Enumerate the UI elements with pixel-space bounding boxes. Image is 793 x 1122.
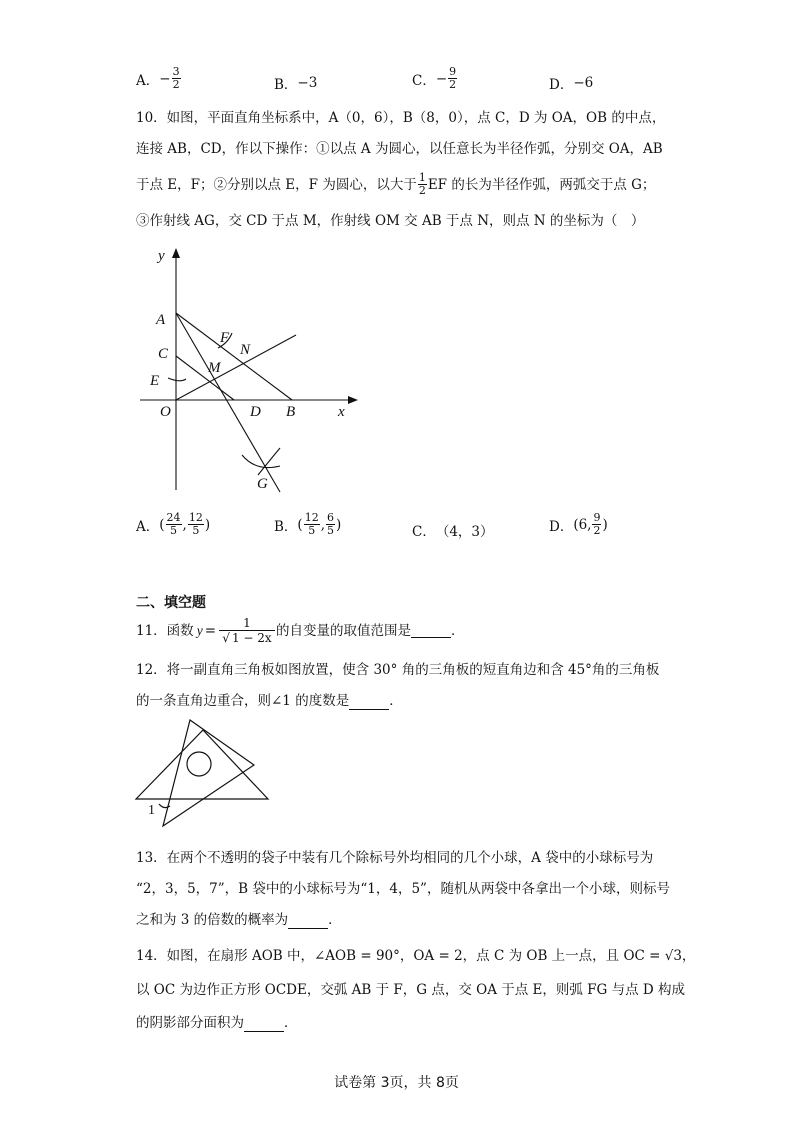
q10-option-a (136, 512, 210, 537)
q9-option-c-num: 9 (449, 65, 457, 78)
label-m: M (208, 360, 221, 376)
q12-answer-blank[interactable] (349, 695, 389, 710)
q10-option-d-open: (6, (573, 516, 592, 533)
section-heading-fill-in: 二、填空题 (136, 595, 206, 611)
q14-line1: 14．如图，在扇形 AOB 中，∠AOB = 90°，OA = 2，点 C 为 OB 上一点，且 OC = √3， (136, 948, 696, 964)
q9-option-c-sign: − (435, 70, 448, 87)
q9-option-c-fraction (448, 66, 457, 91)
q10-option-a-frac1 (166, 512, 182, 537)
q10-option-d-den: 2 (593, 524, 601, 537)
q10-coordinate-figure (130, 240, 370, 500)
q10-line3-b: EF 的长为半径作弧，两弧交于点 G； (427, 176, 656, 193)
q10-option-d (549, 512, 608, 537)
q9-option-a-den: 2 (172, 78, 180, 91)
label-d: D (250, 404, 261, 420)
q10-option-d-label: D． (549, 518, 574, 535)
q14-end: ． (284, 1015, 298, 1031)
q10-line3 (136, 172, 655, 197)
q10-option-a-close: ) (204, 516, 211, 533)
label-f: F (220, 330, 230, 346)
q10-option-a-open: ( (159, 516, 165, 533)
q10-option-d-frac (592, 512, 601, 537)
q9-option-b-label: B． (274, 77, 298, 93)
q11-var-y: y (196, 622, 203, 638)
q12-line2-text: 的一条直角边重合，则∠1 的度数是 (136, 693, 350, 709)
q10-option-a-sep: , (182, 516, 187, 533)
label-g: G (257, 476, 268, 492)
arc-e (168, 378, 186, 381)
q9-option-d-label: D． (549, 77, 574, 93)
q10-option-d-close: ) (602, 516, 608, 533)
label-a: A (156, 312, 166, 328)
q11-equals: = (204, 622, 216, 639)
q9-option-a (136, 66, 182, 91)
q12-line2 (136, 692, 403, 710)
page-footer: 试卷第 3页，共 8页 (334, 1075, 459, 1091)
q10-line4: ③作射线 AG，交 CD 于点 M，作射线 OM 交 AB 于点 N，则点 N 的坐标为（ ） (136, 213, 645, 229)
triangle-hole (187, 752, 211, 776)
q9-option-a-num: 3 (172, 65, 180, 78)
q13-line3-text: 之和为 3 的倍数的概率为 (136, 912, 289, 928)
q9-option-c-label: C． (412, 72, 436, 89)
q9-option-b-text: −3 (297, 75, 318, 91)
q10-half-fraction (418, 172, 427, 197)
q10-option-a-n1: 24 (166, 511, 181, 524)
q10-line3-a: 于点 E，F；②分别以点 E，F 为圆心，以大于 (136, 176, 417, 193)
q10-option-d-num: 9 (593, 511, 601, 524)
q10-option-b-label: B． (274, 518, 298, 535)
q10-half-den: 2 (418, 184, 426, 197)
q11-num: 1 (219, 616, 275, 631)
q10-option-c-label: C． (412, 524, 436, 540)
q10-half-num: 1 (418, 171, 426, 184)
q10-option-a-label: A． (136, 518, 160, 535)
q9-option-a-sign: − (159, 70, 171, 87)
q14-line3 (136, 1014, 298, 1032)
angle-1-label: 1 (148, 803, 155, 818)
q10-option-b-close: ) (336, 516, 342, 533)
q14-answer-blank[interactable] (244, 1017, 284, 1032)
q11-den: √ 1 − 2x (222, 631, 272, 645)
y-axis-arrow (172, 248, 180, 258)
q9-option-c-den: 2 (449, 78, 457, 91)
q10-option-b-sep: , (320, 516, 325, 533)
q11-end: ． (451, 622, 465, 639)
q9-option-c (412, 66, 458, 91)
q11-suffix: 的自变量的取值范围是 (276, 622, 411, 639)
q12-triangle-figure (130, 718, 275, 828)
label-n: N (240, 342, 251, 358)
q9-option-a-fraction (172, 66, 181, 91)
x-axis-arrow (348, 396, 358, 404)
q10-option-b-n2: 6 (327, 511, 334, 524)
q10-line2: 连接 AB，CD，作以下操作：①以点 A 为圆心，以任意长为半径作弧，分别交 OA，AB (136, 141, 663, 157)
q10-option-b-d1: 5 (308, 524, 316, 537)
q12-end: ． (389, 693, 403, 709)
label-y: y (158, 248, 165, 264)
label-c: C (158, 346, 169, 362)
q11-fraction (219, 616, 275, 645)
q14-line2: 以 OC 为边作正方形 OCDE，交弧 AB 于 F，G 点，交 OA 于点 E，则弧 FG 与点 D 构成 (136, 982, 686, 998)
q12-line1: 12．将一副直角三角板如图放置，使含 30° 角的三角板的短直角边和含 45°角的三角板 (136, 662, 660, 678)
arc-g-2 (258, 448, 280, 475)
q10-option-b-frac2 (326, 512, 335, 537)
q10-option-a-d1: 5 (170, 524, 178, 537)
q10-option-a-n2: 12 (188, 511, 203, 524)
q11-radicand: 1 − 2x (231, 631, 272, 645)
q14-line3-text: 的阴影部分面积为 (136, 1015, 244, 1031)
q10-option-b-open: ( (297, 516, 303, 533)
label-e: E (150, 373, 160, 389)
label-x: x (338, 404, 345, 420)
q10-option-b-d2: 5 (327, 524, 334, 537)
q13-answer-blank[interactable] (288, 914, 328, 929)
q13-line3 (136, 911, 342, 929)
q10-option-a-frac2 (188, 512, 204, 537)
q9-option-a-label: A． (136, 72, 160, 89)
q9-option-b (274, 73, 317, 93)
q13-line1: 13．在两个不透明的袋子中装有几个除标号外均相同的几个小球，A 袋中的小球标号为 (136, 850, 654, 866)
triangle-45 (136, 730, 268, 799)
q13-end: ． (328, 912, 342, 928)
label-b: B (286, 404, 296, 420)
q10-option-b-n1: 12 (304, 511, 319, 524)
arc-g-1 (242, 455, 280, 468)
q10-option-b (274, 512, 341, 537)
q9-option-d (549, 73, 593, 93)
segment-ab (176, 313, 292, 400)
q13-line2: “2，3，5，7”，B 袋中的小球标号为“1，4，5”，随机从两袋中各拿出一个小球，则标号 (136, 881, 670, 897)
q10-option-c-text: （4，3） (435, 524, 494, 540)
q10-option-c (412, 520, 494, 540)
label-o: O (160, 404, 171, 420)
q11-line (136, 616, 465, 645)
q9-option-d-text: −6 (573, 75, 594, 91)
q11-answer-blank[interactable] (411, 623, 451, 638)
q10-line1: 10．如图，平面直角坐标系中，A（0，6），B（8，0），点 C，D 为 OA，OB 的中点， (136, 110, 666, 126)
q10-option-b-frac1 (304, 512, 320, 537)
q11-prefix: 11．函数 (136, 622, 194, 639)
q10-option-a-d2: 5 (192, 524, 200, 537)
